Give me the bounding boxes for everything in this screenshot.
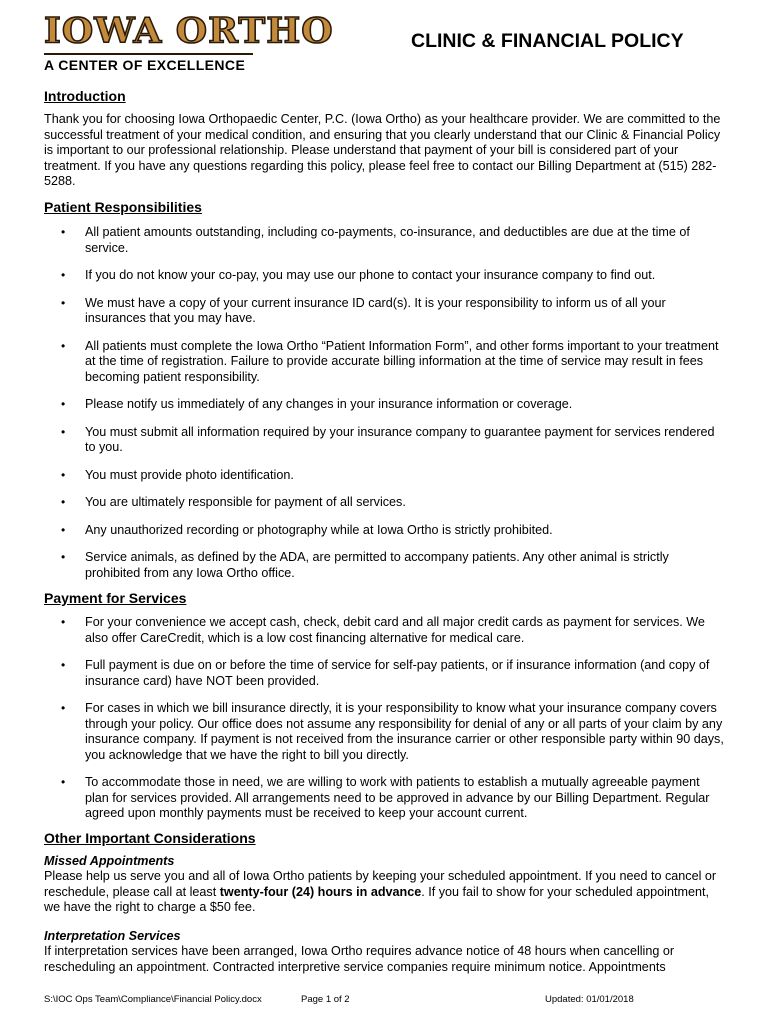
list-item: • Service animals, as defined by the ADA, are permitted to accompany patients. Any other animal is strictly prohibited from any Iowa Ortho office. (44, 550, 724, 581)
patient-responsibilities-list (44, 225, 724, 593)
document-title: CLINIC & FINANCIAL POLICY (411, 30, 684, 52)
logo-underline (44, 53, 253, 55)
payment-for-services-heading: Payment for Services (44, 590, 187, 606)
list-item: • All patient amounts outstanding, including co-payments, co-insurance, and deductibles are due at the time of service. (44, 225, 724, 256)
list-item: • Full payment is due on or before the time of service for self-pay patients, or if insurance information (and copy of insurance card) have NOT been provided. (44, 658, 724, 689)
missed-text-2: . If you fail to show for your scheduled appointment, we have the right to charge a $50 fee. (44, 884, 709, 914)
footer-file-path: S:\IOC Ops Team\Compliance\Financial Policy.docx (44, 994, 262, 1005)
list-item: • You must provide photo identification. (44, 468, 724, 484)
logo-wordmark: IOWA ORTHO (44, 11, 334, 51)
list-item: • You must submit all information required by your insurance company to guarantee payment for services rendered to you. (44, 425, 724, 456)
list-item: • We must have a copy of your current insurance ID card(s). It is your responsibility to inform us of all your insurances that you may have. (44, 296, 724, 327)
list-item: • To accommodate those in need, we are willing to work with patients to establish a mutually agreeable payment plan for services provided. All arrangements need to be approved in advance by our Billing Department. Regular agreed upon monthly payments must be received to keep your account current. (44, 775, 724, 822)
list-item: • All patients must complete the Iowa Ortho “Patient Information Form”, and other forms important to your treatment at the time of registration. Failure to provide accurate billing information at the time of service may result in fees becoming patient responsibility. (44, 339, 724, 386)
list-item: • If you do not know your co-pay, you may use our phone to contact your insurance company to find out. (44, 268, 724, 284)
footer-page-number: Page 1 of 2 (301, 994, 350, 1005)
logo-tagline: A CENTER OF EXCELLENCE (44, 57, 246, 73)
list-item: • You are ultimately responsible for payment of all services. (44, 495, 724, 511)
intro-heading: Introduction (44, 88, 126, 104)
iowa-ortho-logo (44, 11, 334, 52)
payment-for-services-list (44, 615, 724, 834)
list-item: • For cases in which we bill insurance directly, it is your responsibility to know what your insurance company covers through your policy. Our office does not assume any responsibility for denial of any or all parts of your claim by any insurance company. If payment is not received from the insurance carrier or other responsible party within 90 days, you acknowledge that we have the right to bill you directly. (44, 701, 724, 763)
list-item: • Any unauthorized recording or photography while at Iowa Ortho is strictly prohibited. (44, 523, 724, 539)
missed-text-1: Please help us serve you and all of Iowa Ortho patients by keeping your scheduled appointment. If you need to cancel or reschedule, please call at least (44, 869, 717, 899)
patient-responsibilities-heading: Patient Responsibilities (44, 199, 202, 215)
interpretation-services-paragraph: If interpretation services have been arranged, Iowa Ortho requires advance notice of 48 hours when cancelling or rescheduling an appointment. Contracted interpretive service companies require minimum notice. Appointments (44, 944, 675, 974)
missed-text-bold: twenty-four (24) hours in advance (219, 884, 422, 899)
list-item: • For your convenience we accept cash, check, debit card and all major credit cards as payment for services. We also offer CareCredit, which is a low cost financing alternative for medical care. (44, 615, 724, 646)
list-item: • Please notify us immediately of any changes in your insurance information or coverage. (44, 397, 724, 413)
intro-paragraph: Thank you for choosing Iowa Orthopaedic Center, P.C. (Iowa Ortho) as your healthcare provider. We are committed to the successful treatment of your medical condition, and ensuring that you clearly understand that our Clinic & Financial Policy is important to our professional relationship. Please understand that payment of your bill is considered part of your treatment. If you have any questions regarding this policy, please feel free to contact our Billing Department at (515) 282-5288. (44, 112, 721, 188)
footer-updated-date: Updated: 01/01/2018 (545, 994, 634, 1005)
missed-appointments-heading: Missed Appointments (44, 854, 175, 868)
other-considerations-heading: Other Important Considerations (44, 830, 256, 846)
interpretation-services-heading: Interpretation Services (44, 929, 181, 943)
missed-appointments-paragraph (44, 869, 724, 916)
